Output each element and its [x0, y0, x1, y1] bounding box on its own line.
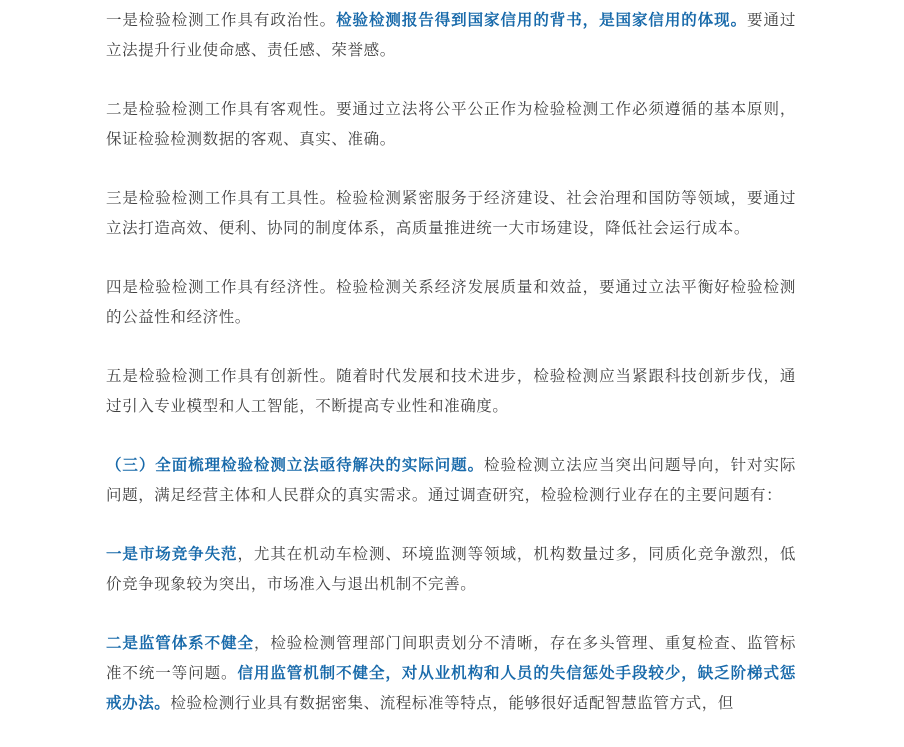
paragraph-text: ，尤其在机动车检测、环境监测等领域，机构数量过多，同质化竞争激烈，低价竞争现象较为突出，市场准入与退出机制不完善。: [106, 545, 796, 593]
article-paragraph: [106, 361, 796, 421]
article-body: [106, 0, 796, 747]
paragraph-text: ，检验检测管理部门间职责划分不清晰，存在多头管理、重复检查、监管标准不统一等问题。: [106, 634, 796, 682]
highlighted-text: 检验检测报告得到国家信用的背书，是国家信用的体现。: [336, 11, 748, 29]
article-paragraph: [106, 183, 796, 243]
paragraph-text: 要通过立法提升行业使命感、责任感、荣誉感。: [106, 11, 796, 59]
paragraph-text: 一是检验检测工作具有政治性。: [106, 11, 337, 29]
article-paragraph: [106, 539, 796, 599]
paragraph-text: 四是检验检测工作具有经济性。检验检测关系经济发展质量和效益，要通过立法平衡好检验检测的公益性和经济性。: [106, 278, 796, 326]
highlighted-text: （三）全面梳理检验检测立法亟待解决的实际问题。: [106, 456, 485, 474]
highlighted-text: 一是市场竞争失范: [106, 545, 238, 563]
highlighted-text: 二是监管体系不健全: [106, 634, 254, 652]
article-paragraph: [106, 450, 796, 510]
article-paragraph: [106, 5, 796, 65]
highlighted-text: 信用监管机制不健全，对从业机构和人员的失信惩处手段较少，缺乏阶梯式惩戒办法。: [106, 664, 796, 712]
paragraph-text: 检验检测行业具有数据密集、流程标准等特点，能够很好适配智慧监管方式，但: [170, 694, 734, 712]
article-paragraph: [106, 628, 796, 718]
paragraph-text: 三是检验检测工作具有工具性。检验检测紧密服务于经济建设、社会治理和国防等领域，要通过立法打造高效、便利、协同的制度体系，高质量推进统一大市场建设，降低社会运行成本。: [106, 189, 796, 237]
paragraph-text: 二是检验检测工作具有客观性。要通过立法将公平公正作为检验检测工作必须遵循的基本原则，保证检验检测数据的客观、真实、准确。: [106, 100, 796, 148]
paragraph-text: 五是检验检测工作具有创新性。随着时代发展和技术进步，检验检测应当紧跟科技创新步伐，通过引入专业模型和人工智能，不断提高专业性和准确度。: [106, 367, 796, 415]
article-paragraph: [106, 272, 796, 332]
article-paragraph: [106, 94, 796, 154]
paragraph-text: 检验检测立法应当突出问题导向，针对实际问题，满足经营主体和人民群众的真实需求。通过调查研究，检验检测行业存在的主要问题有：: [106, 456, 796, 504]
